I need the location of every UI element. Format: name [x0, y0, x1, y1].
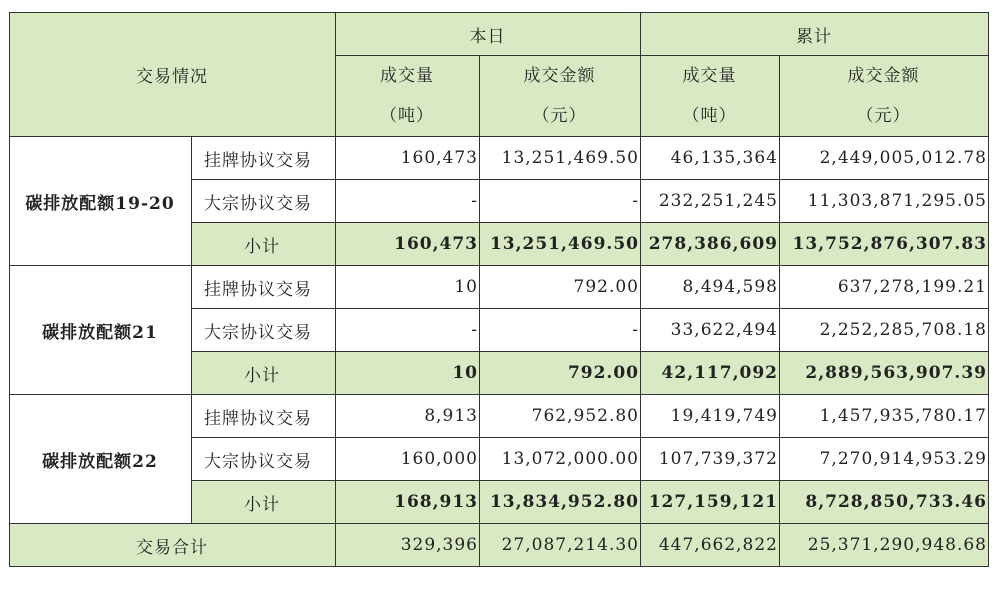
- today-amount: -: [480, 309, 641, 352]
- cum-volume: 8,494,598: [641, 266, 780, 309]
- cum-amount-header: [780, 56, 989, 137]
- cum-amount: 2,449,005,012.78: [780, 137, 989, 180]
- today-volume: -: [336, 180, 480, 223]
- cum-volume: 33,622,494: [641, 309, 780, 352]
- cum-amount: 637,278,199.21: [780, 266, 989, 309]
- cum-amount: 2,889,563,907.39: [780, 352, 989, 395]
- today-volume: 10: [336, 266, 480, 309]
- today-volume: 160,473: [336, 137, 480, 180]
- cum-volume: 127,159,121: [641, 481, 780, 524]
- today-amount: -: [480, 180, 641, 223]
- subtotal-label: 小计: [192, 223, 336, 266]
- corner-header: 交易情况: [10, 13, 336, 137]
- cum-volume-header: [641, 56, 780, 137]
- cum-amount: 1,457,935,780.17: [780, 395, 989, 438]
- today-amount: 13,251,469.50: [480, 137, 641, 180]
- trade-type: 挂牌协议交易: [192, 137, 336, 180]
- today-volume-unit: （吨）: [380, 106, 434, 126]
- today-amount: 13,251,469.50: [480, 223, 641, 266]
- group-name: 碳排放配额22: [10, 395, 192, 524]
- table-row: [10, 137, 989, 180]
- cum-amount-unit: （元）: [856, 106, 911, 126]
- trade-type: 挂牌协议交易: [192, 395, 336, 438]
- today-volume: -: [336, 309, 480, 352]
- today-amount: 792.00: [480, 352, 641, 395]
- cum-volume-unit: （吨）: [682, 106, 737, 126]
- trade-type: 大宗协议交易: [192, 309, 336, 352]
- today-volume: 160,473: [336, 223, 480, 266]
- cum-amount: 7,270,914,953.29: [780, 438, 989, 481]
- cum-volume: 42,117,092: [641, 352, 780, 395]
- today-amount: 13,072,000.00: [480, 438, 641, 481]
- cum-volume: 232,251,245: [641, 180, 780, 223]
- cum-volume-label: 成交量: [682, 66, 737, 86]
- table-row: [10, 395, 989, 438]
- today-amount: 13,834,952.80: [480, 481, 641, 524]
- total-label: 交易合计: [10, 524, 336, 567]
- cum-amount: 2,252,285,708.18: [780, 309, 989, 352]
- cum-amount: 13,752,876,307.83: [780, 223, 989, 266]
- cumulative-header: 累计: [641, 13, 989, 56]
- today-volume: 8,913: [336, 395, 480, 438]
- trading-summary-table: [9, 12, 989, 567]
- today-amount-label: 成交金额: [523, 66, 596, 86]
- cum-amount: 8,728,850,733.46: [780, 481, 989, 524]
- cum-amount-label: 成交金额: [847, 66, 920, 86]
- total-cum-amount: 25,371,290,948.68: [780, 524, 989, 567]
- group-name: 碳排放配额19-20: [10, 137, 192, 266]
- trade-type: 挂牌协议交易: [192, 266, 336, 309]
- cum-volume: 19,419,749: [641, 395, 780, 438]
- cum-volume: 107,739,372: [641, 438, 780, 481]
- today-amount: 762,952.80: [480, 395, 641, 438]
- subtotal-label: 小计: [192, 352, 336, 395]
- total-row: [10, 524, 989, 567]
- cum-amount: 11,303,871,295.05: [780, 180, 989, 223]
- subtotal-label: 小计: [192, 481, 336, 524]
- today-volume: 168,913: [336, 481, 480, 524]
- cum-volume: 278,386,609: [641, 223, 780, 266]
- today-amount-unit: （元）: [532, 106, 587, 126]
- cum-volume: 46,135,364: [641, 137, 780, 180]
- total-cum-volume: 447,662,822: [641, 524, 780, 567]
- today-volume-header: [336, 56, 480, 137]
- trade-type: 大宗协议交易: [192, 180, 336, 223]
- today-amount: 792.00: [480, 266, 641, 309]
- header-row-1: [10, 13, 989, 56]
- today-volume-label: 成交量: [380, 66, 434, 86]
- today-volume: 10: [336, 352, 480, 395]
- table-row: [10, 266, 989, 309]
- group-name: 碳排放配额21: [10, 266, 192, 395]
- total-today-amount: 27,087,214.30: [480, 524, 641, 567]
- total-today-volume: 329,396: [336, 524, 480, 567]
- today-header: 本日: [336, 13, 641, 56]
- trade-type: 大宗协议交易: [192, 438, 336, 481]
- today-volume: 160,000: [336, 438, 480, 481]
- trading-summary-table-wrapper: [9, 12, 989, 567]
- today-amount-header: [480, 56, 641, 137]
